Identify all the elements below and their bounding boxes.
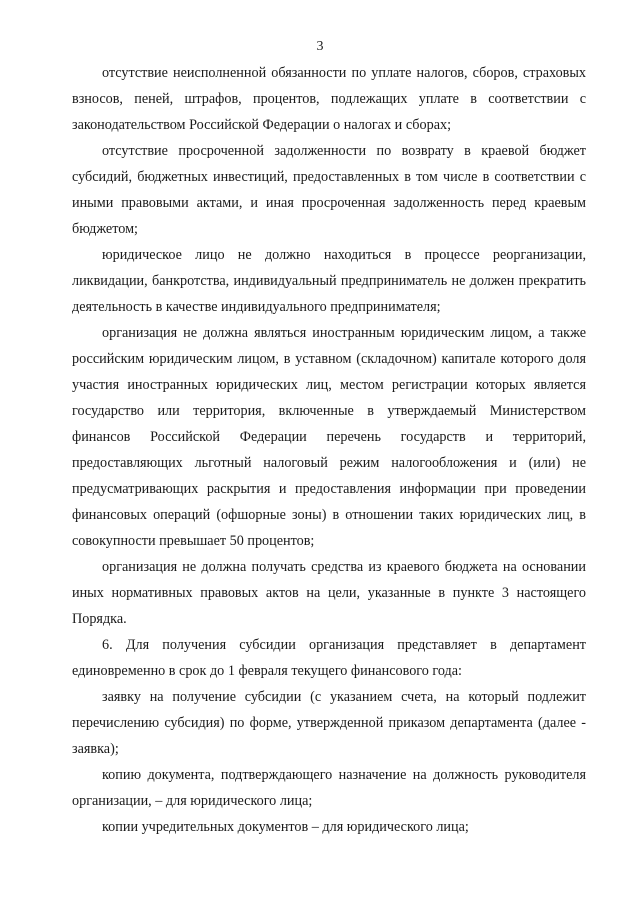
- document-body: [72, 60, 586, 840]
- paragraph-founding-documents: копии учредительных документов – для юридического лица;: [102, 819, 469, 835]
- paragraph-foreign-entity: организация не должна являться иностранным юридическим лицом, а также российским юридическим лицом, в уставном (складочном) капитале которого доля участия иностранных юридических лиц, местом регистрации которых является государство или территория, включенные в утверждаемый Министерством финансов Российской Федерации перечень государств и территорий, предоставляющих льготный налоговый режим налогообложения и (или) не предусматривающих раскрытия и предоставления информации при проведении финансовых операций (офшорные зоны) в отношении таких юридических лиц, в совокупности превышает 50 процентов;: [72, 325, 586, 549]
- paragraph-application: заявку на получение субсидии (с указанием счета, на который подлежит перечислению субсидия) по форме, утвержденной приказом департамента (далее - заявка);: [72, 689, 586, 757]
- paragraph-overdue-debt: отсутствие просроченной задолженности по возврату в краевой бюджет субсидий, бюджетных инвестиций, предоставленных в том числе в соответствии с иными правовыми актами, и иная просроченная задолженность перед краевым бюджетом;: [72, 143, 586, 237]
- paragraph-other-funding: организация не должна получать средства из краевого бюджета на основании иных нормативных правовых актов на цели, указанные в пункте 3 настоящего Порядка.: [72, 559, 586, 627]
- paragraph-tax-obligations: отсутствие неисполненной обязанности по уплате налогов, сборов, страховых взносов, пеней, штрафов, процентов, подлежащих уплате в соответствии с законодательством Российской Федерации о налогах и сборах;: [72, 65, 586, 133]
- paragraph-reorganization: юридическое лицо не должно находиться в процессе реорганизации, ликвидации, банкротства, индивидуальный предприниматель не должен прекратить деятельность в качестве индивидуального предпринимателя;: [72, 247, 586, 315]
- paragraph-item-6: 6. Для получения субсидии организация представляет в департамент единовременно в срок до 1 февраля текущего финансового года:: [72, 637, 586, 679]
- page-number: 3: [316, 39, 324, 54]
- paragraph-appointment-copy: копию документа, подтверждающего назначение на должность руководителя организации, – для юридического лица;: [72, 767, 586, 809]
